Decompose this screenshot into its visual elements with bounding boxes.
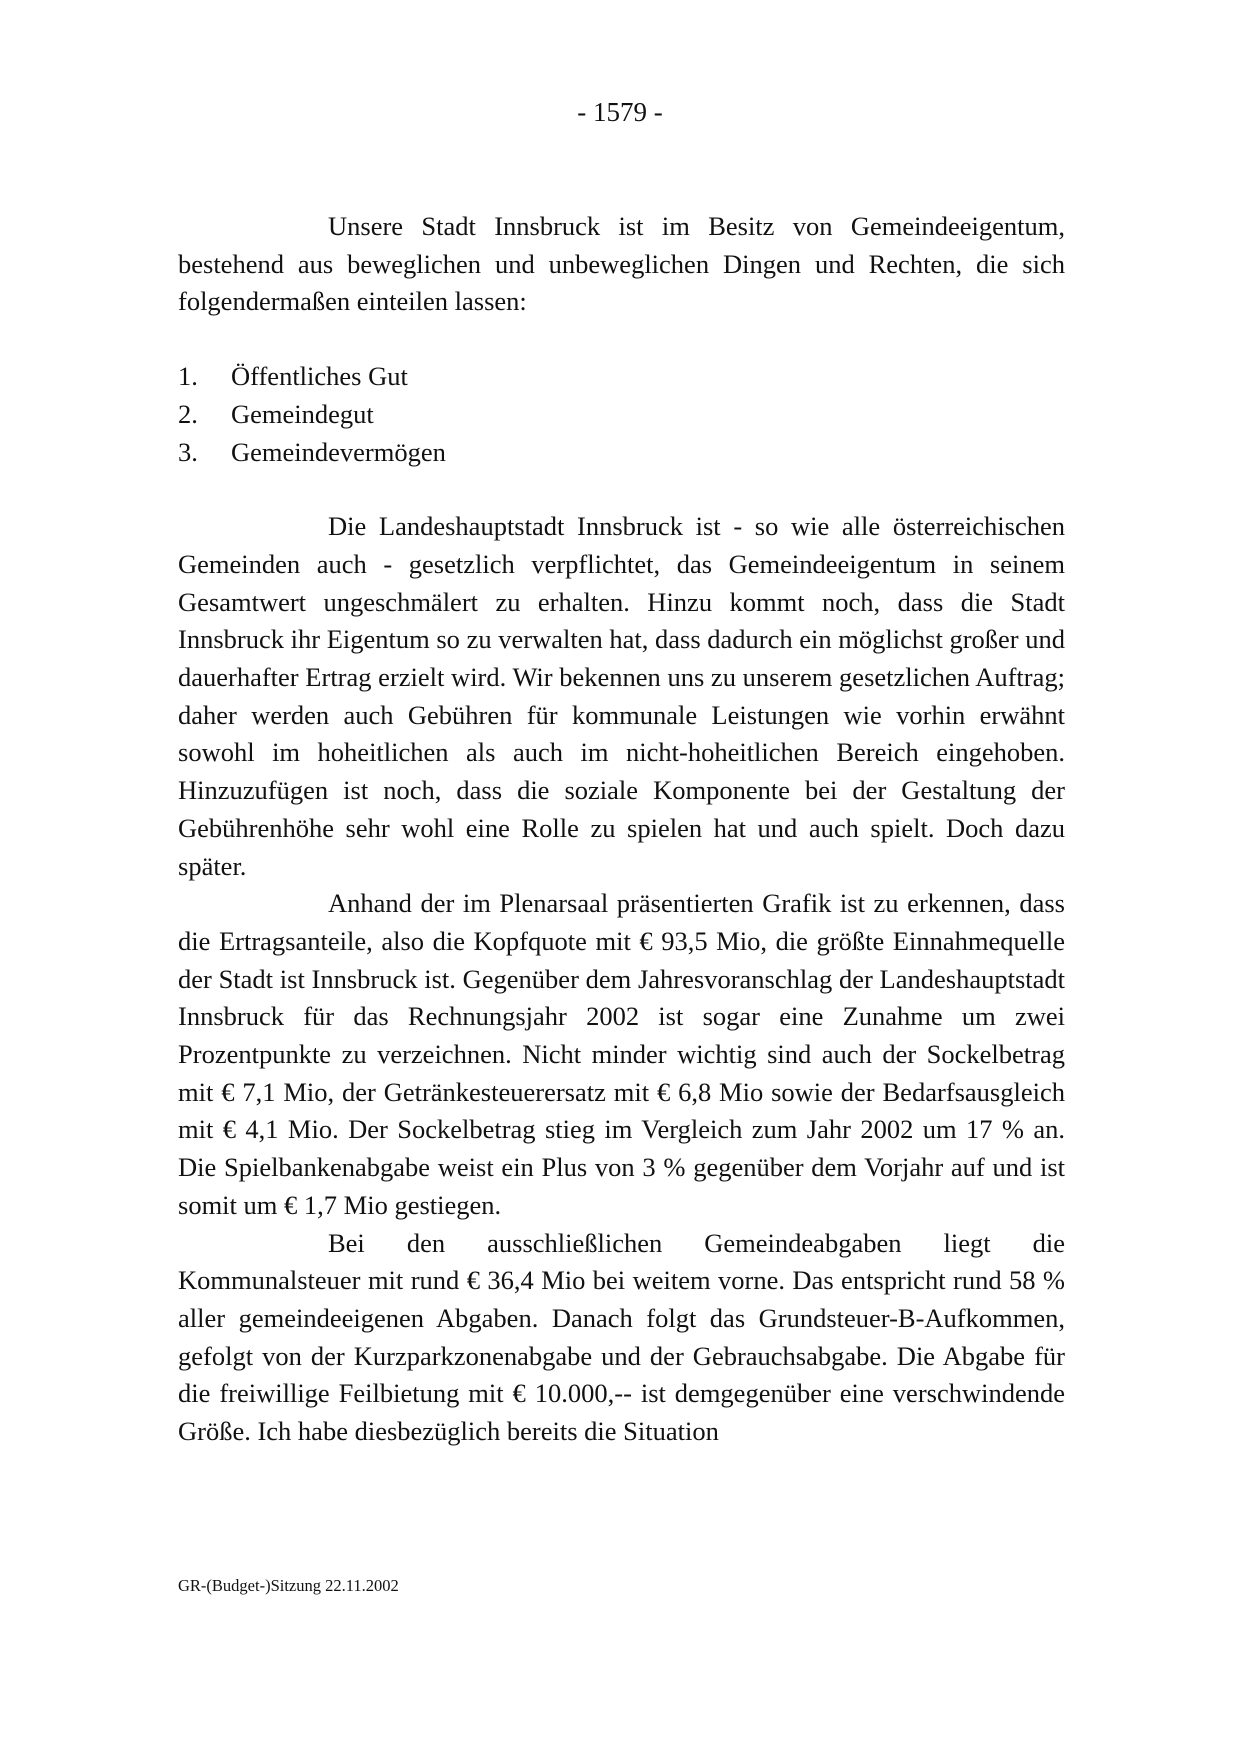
page-number: - 1579 -: [577, 97, 663, 127]
document-body: [178, 208, 1065, 1451]
paragraph-municipal-taxes: Bei den ausschließlichen Gemeindeabgaben liegt die Kommunalsteuer mit rund € 36,4 Mio bei weitem vorne. Das entspricht rund 58 % aller gemeindeeigenen Abgaben. Danach folgt das Grundsteuer-B-Aufkommen, gefolgt von der Kurzparkzonenabgabe und der Gebrauchsabgabe. Die Abgabe für die freiwillige Feilbietung mit € 10.000,-- ist demgegenüber eine verschwindende Größe. Ich habe diesbezüglich bereits die Situation: [178, 1227, 1065, 1447]
list-item: [178, 434, 1065, 472]
list-item-text: Gemeindevermögen: [231, 436, 446, 467]
list-item-text: Öffentliches Gut: [231, 361, 408, 392]
footer-session-label: GR-(Budget-)Sitzung 22.11.2002: [178, 1576, 399, 1595]
list-item: [178, 396, 1065, 434]
paragraph-revenue-shares: Anhand der im Plenarsaal präsentierten Grafik ist zu erkennen, dass die Ertragsanteile, also die Kopfquote mit € 93,5 Mio, die größte Einnahmequelle der Stadt ist Innsbruck ist. Gegenüber dem Jahresvoranschlag der Landeshauptstadt Innsbruck für das Rechnungsjahr 2002 ist sogar eine Zunahme um zwei Prozentpunkte zu verzeichnen. Nicht minder wichtig sind auch der Sockelbetrag mit € 7,1 Mio, der Getränkesteuerersatz mit € 6,8 Mio sowie der Bedarfsausgleich mit € 4,1 Mio. Der Sockelbetrag stieg im Vergleich zum Jahr 2002 um 17 % an. Die Spielbankenabgabe weist ein Plus von 3 % gegenüber dem Vorjahr auf und ist somit um € 1,7 Mio gestiegen.: [178, 888, 1065, 1220]
intro-paragraph: Unsere Stadt Innsbruck ist im Besitz von Gemeindeeigentum, bestehend aus beweglichen und unbeweglichen Dingen und Rechten, die sich folgendermaßen einteilen lassen:: [178, 211, 1065, 317]
list-item-text: Gemeindegut: [231, 398, 374, 429]
list-item-number: 2.: [178, 398, 198, 429]
list-item: [178, 358, 1065, 396]
property-categories-list: [178, 358, 1065, 471]
list-item-number: 1.: [178, 361, 198, 392]
paragraph-legal-obligation: Die Landeshauptstadt Innsbruck ist - so wie alle österreichischen Gemeinden auch - gesetzlich verpflichtet, das Gemeindeeigentum in seinem Gesamtwert ungeschmälert zu erhalten. Hinzu kommt noch, dass die Stadt Innsbruck ihr Eigentum so zu verwalten hat, dass dadurch ein möglichst großer und dauerhafter Ertrag erzielt wird. Wir bekennen uns zu unserem gesetzlichen Auftrag; daher werden auch Gebühren für kommunale Leistungen wie vorhin erwähnt sowohl im hoheitlichen als auch im nicht-hoheitlichen Bereich eingehoben. Hinzuzufügen ist noch, dass die soziale Komponente bei der Gestaltung der Gebührenhöhe sehr wohl eine Rolle zu spielen hat und auch spielt. Doch dazu später.: [178, 511, 1065, 881]
list-item-number: 3.: [178, 436, 198, 467]
